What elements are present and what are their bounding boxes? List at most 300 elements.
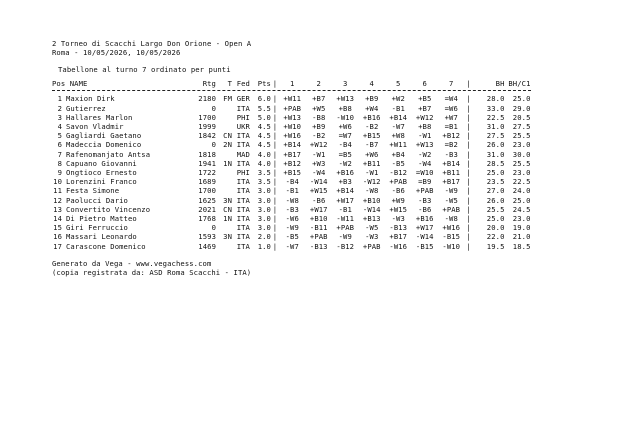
cell-round-5: -B5 xyxy=(391,158,405,168)
cell-separator: | xyxy=(272,241,278,251)
cell-pos: 2 xyxy=(57,103,62,113)
cell-round-5: +W8 xyxy=(391,131,405,141)
cell-round-3: -W11 xyxy=(336,214,355,224)
cell-round-4: -W3 xyxy=(365,232,379,242)
cell-separator: | xyxy=(272,149,278,159)
header-divider xyxy=(52,88,531,94)
cell-bhc1: 18.5 xyxy=(512,241,531,251)
cell-title: 1N xyxy=(223,158,232,168)
cell-round-3: +B8 xyxy=(338,103,352,113)
cell-bhc1: 30.0 xyxy=(512,149,531,159)
cell-round-6: -W2 xyxy=(418,149,432,159)
cell-rtg: 0 xyxy=(211,223,216,233)
cell-round-4: +W6 xyxy=(365,149,379,159)
cell-round-3: -W2 xyxy=(338,158,352,168)
cell-separator-2: | xyxy=(466,241,471,251)
cell-pos: 11 xyxy=(53,186,62,196)
cell-bh: 25.0 xyxy=(486,214,505,224)
dashed-rule xyxy=(52,90,531,91)
cell-round-3: +W17 xyxy=(336,195,355,205)
cell-separator-2: | xyxy=(466,158,471,168)
cell-bh: 25.5 xyxy=(486,204,505,214)
cell-separator: | xyxy=(272,177,278,187)
cell-round-7: -B3 xyxy=(444,149,458,159)
cell-round-4: +B10 xyxy=(362,195,381,205)
cell-round-3: +B3 xyxy=(338,177,352,187)
cell-pos: 5 xyxy=(57,131,62,141)
cell-pos: 6 xyxy=(57,140,62,150)
cell-separator: | xyxy=(272,140,278,150)
cell-separator: | xyxy=(272,232,278,242)
header-t: T xyxy=(227,79,232,89)
cell-rtg: 2180 xyxy=(198,94,216,104)
cell-bhc1: 25.0 xyxy=(512,94,531,104)
cell-round-7: -W8 xyxy=(444,214,458,224)
cell-round-6: +B7 xyxy=(418,103,432,113)
cell-title xyxy=(216,177,232,186)
cell-title: 3N xyxy=(223,195,232,205)
cell-title xyxy=(216,223,232,232)
cell-round-1: +B17 xyxy=(283,149,302,159)
cell-round-3: +W13 xyxy=(336,94,355,104)
cell-round-4: -W5 xyxy=(365,223,379,233)
cell-pos: 14 xyxy=(53,214,62,224)
cell-rtg: 1593 xyxy=(198,232,216,242)
cell-round-5: -W7 xyxy=(391,121,405,131)
cell-round-1: -W6 xyxy=(285,214,299,224)
cell-fed: ITA xyxy=(236,232,250,242)
cell-round-7: +W7 xyxy=(444,112,458,122)
cell-round-6: +B16 xyxy=(415,214,434,224)
cell-bhc1: 20.5 xyxy=(512,112,531,122)
cell-round-1: +B12 xyxy=(283,158,302,168)
cell-rtg: 1999 xyxy=(198,121,216,131)
cell-round-3: -W10 xyxy=(336,112,355,122)
cell-bhc1: 22.5 xyxy=(512,177,531,187)
cell-round-6: +B5 xyxy=(418,94,432,104)
cell-round-4: -W12 xyxy=(362,177,381,187)
cell-pos: 10 xyxy=(53,177,62,187)
cell-title xyxy=(216,113,232,122)
cell-round-6: +W17 xyxy=(415,223,434,233)
cell-round-6: +W12 xyxy=(415,112,434,122)
cell-round-3: +W6 xyxy=(338,121,352,131)
cell-separator-2: | xyxy=(466,186,471,196)
cell-round-1: -B3 xyxy=(285,204,299,214)
cell-fed: ITA xyxy=(236,195,250,205)
cell-round-1: -B5 xyxy=(285,232,299,242)
cell-round-3: -B1 xyxy=(338,204,352,214)
cell-name: Rafenomanjato Antsa xyxy=(66,149,151,159)
cell-round-5: +B14 xyxy=(389,112,408,122)
cell-bhc1: 29.0 xyxy=(512,103,531,113)
cell-bh: 20.0 xyxy=(486,223,505,233)
table-row xyxy=(52,131,531,140)
cell-round-2: +W5 xyxy=(312,103,326,113)
cell-round-1: +W11 xyxy=(283,94,302,104)
cell-fed: ITA xyxy=(236,158,250,168)
cell-round-7: -W9 xyxy=(444,186,458,196)
generator-note: Generato da Vega - www.vegachess.com xyxy=(52,258,212,268)
cell-name: Gutierrez xyxy=(66,103,106,113)
cell-pts: 1.0 xyxy=(257,241,271,251)
cell-title xyxy=(216,186,232,195)
header-pos-name: Pos NAME xyxy=(52,79,88,89)
cell-pos: 3 xyxy=(57,112,62,122)
cell-round-6: +W13 xyxy=(415,140,434,150)
cell-pts: 2.0 xyxy=(257,232,271,242)
cell-rtg: 0 xyxy=(211,140,216,150)
table-row xyxy=(52,94,531,103)
cell-name: Maxion Dirk xyxy=(66,94,115,104)
cell-pts: 3.0 xyxy=(257,214,271,224)
cell-round-6: =B9 xyxy=(418,177,432,187)
cell-name: Ongtioco Ernesto xyxy=(66,168,137,177)
cell-pos: 13 xyxy=(53,204,62,214)
cell-round-7: +B17 xyxy=(442,177,461,187)
cell-separator-2: | xyxy=(466,232,471,242)
cell-round-1: +W13 xyxy=(283,112,302,122)
cell-round-6: =W10 xyxy=(415,168,434,177)
cell-pos: 4 xyxy=(57,121,62,131)
cell-separator-2: | xyxy=(466,131,471,141)
cell-bhc1: 25.5 xyxy=(512,131,531,141)
cell-bh: 26.0 xyxy=(486,195,505,205)
cell-bh: 27.0 xyxy=(486,186,505,196)
cell-round-4: +B16 xyxy=(362,112,381,122)
cell-separator-2: | xyxy=(466,204,471,214)
cell-bh: 26.0 xyxy=(486,140,505,150)
cell-pts: 4.0 xyxy=(257,158,271,168)
cell-round-6: +PAB xyxy=(415,186,434,196)
header-bh: BH xyxy=(495,79,505,89)
cell-name: Di Pietro Matteo xyxy=(66,214,137,224)
cell-fed: UKR xyxy=(236,121,250,131)
cell-rtg: 0 xyxy=(211,103,216,113)
cell-separator-2: | xyxy=(466,214,471,224)
cell-round-7: +B14 xyxy=(442,158,461,168)
cell-title: CN xyxy=(223,131,232,141)
cell-round-7: =B2 xyxy=(444,140,458,150)
cell-round-1: -W7 xyxy=(285,241,299,251)
cell-round-6: -B3 xyxy=(418,195,432,205)
cell-pos: 7 xyxy=(57,149,62,159)
cell-round-7: +B12 xyxy=(442,131,461,141)
table-row xyxy=(52,150,531,159)
cell-title: 1N xyxy=(223,214,232,224)
standings-table xyxy=(52,79,531,251)
cell-separator: | xyxy=(272,121,278,131)
cell-separator-2: | xyxy=(466,168,471,177)
cell-round-1: +B15 xyxy=(283,168,302,177)
cell-round-4: -W14 xyxy=(362,204,381,214)
cell-round-1: -B1 xyxy=(285,186,299,196)
cell-title xyxy=(216,150,232,159)
cell-pos: 15 xyxy=(53,223,62,233)
cell-round-4: +B13 xyxy=(362,214,381,224)
cell-round-5: +PAB xyxy=(389,177,408,187)
cell-round-4: +B9 xyxy=(365,94,379,104)
header-round-2: 2 xyxy=(316,79,321,89)
cell-round-5: -W3 xyxy=(391,214,405,224)
cell-round-7: +PAB xyxy=(442,204,461,214)
cell-bhc1: 23.0 xyxy=(512,214,531,224)
cell-round-2: +B9 xyxy=(312,121,326,131)
cell-rtg: 1842 xyxy=(198,131,216,141)
cell-rtg: 1941 xyxy=(198,158,216,168)
cell-round-5: -B1 xyxy=(391,103,405,113)
cell-round-5: +W9 xyxy=(391,195,405,205)
cell-bhc1: 23.0 xyxy=(512,140,531,150)
cell-bhc1: 24.5 xyxy=(512,204,531,214)
cell-round-3: =B5 xyxy=(338,149,352,159)
cell-round-5: +W11 xyxy=(389,140,408,150)
cell-round-3: +B14 xyxy=(336,186,355,196)
cell-bhc1: 25.5 xyxy=(512,158,531,168)
cell-rtg: 1722 xyxy=(198,168,216,177)
table-row xyxy=(52,205,531,214)
cell-fed: ITA xyxy=(236,131,250,141)
header-round-5: 5 xyxy=(396,79,401,89)
cell-bh: 28.0 xyxy=(486,94,505,104)
cell-name: Massari Leonardo xyxy=(66,232,137,242)
cell-fed: ITA xyxy=(236,140,250,150)
cell-name: Festa Simone xyxy=(66,186,120,196)
cell-pos: 1 xyxy=(57,94,62,104)
cell-name: Gagliardi Gaetano xyxy=(66,131,142,141)
cell-pts: 3.5 xyxy=(257,168,271,177)
license-note: (copia registrata da: ASD Roma Scacchi - ITA) xyxy=(52,268,252,278)
cell-round-7: =B1 xyxy=(444,121,458,131)
cell-separator-2: | xyxy=(466,94,471,104)
cell-separator: | xyxy=(272,168,278,177)
cell-pts: 4.0 xyxy=(257,149,271,159)
cell-round-1: +B14 xyxy=(283,140,302,150)
cell-name: Madeccia Domenico xyxy=(66,140,142,150)
header-round-4: 4 xyxy=(369,79,374,89)
cell-pos: 8 xyxy=(57,158,62,168)
cell-rtg: 1469 xyxy=(198,241,216,251)
cell-separator-2: | xyxy=(466,103,471,113)
cell-round-2: +W15 xyxy=(309,186,328,196)
cell-round-4: +B11 xyxy=(362,158,381,168)
cell-fed: PHI xyxy=(236,168,250,177)
cell-round-1: +W16 xyxy=(283,131,302,141)
cell-fed: ITA xyxy=(236,223,250,233)
cell-round-5: +B17 xyxy=(389,232,408,242)
cell-pts: 3.0 xyxy=(257,195,271,205)
standings-subtitle: Tabellone al turno 7 ordinato per punti xyxy=(58,64,231,74)
cell-fed: ITA xyxy=(236,241,250,251)
cell-round-4: +PAB xyxy=(362,241,381,251)
cell-fed: MAD xyxy=(236,149,250,159)
cell-pos: 12 xyxy=(53,195,62,205)
cell-rtg: 1689 xyxy=(198,177,216,187)
cell-rtg: 1625 xyxy=(198,195,216,205)
cell-round-2: -B2 xyxy=(312,131,326,141)
header-separator: | xyxy=(272,79,278,89)
cell-round-6: +B8 xyxy=(418,121,432,131)
cell-fed: ITA xyxy=(236,214,250,224)
cell-round-7: -B15 xyxy=(442,232,461,242)
cell-round-5: +W2 xyxy=(391,94,405,104)
cell-round-2: -B6 xyxy=(312,195,326,205)
cell-round-2: +PAB xyxy=(309,232,328,242)
cell-pts: 5.5 xyxy=(257,103,271,113)
cell-round-2: -W4 xyxy=(312,168,326,177)
cell-bhc1: 27.5 xyxy=(512,121,531,131)
cell-round-2: -B13 xyxy=(309,241,328,251)
cell-title xyxy=(216,242,232,251)
cell-separator-2: | xyxy=(466,195,471,205)
cell-round-4: -B7 xyxy=(365,140,379,150)
table-row xyxy=(52,168,531,177)
cell-rtg: 1818 xyxy=(198,149,216,159)
table-row xyxy=(52,113,531,122)
cell-round-3: +PAB xyxy=(336,223,355,233)
cell-pts: 3.0 xyxy=(257,186,271,196)
cell-fed: ITA xyxy=(236,103,250,113)
cell-name: Hallares Marlon xyxy=(66,112,133,122)
cell-separator-2: | xyxy=(466,223,471,233)
cell-bh: 23.5 xyxy=(486,177,505,187)
table-row xyxy=(52,177,531,186)
cell-separator: | xyxy=(272,103,278,113)
cell-round-6: -W4 xyxy=(418,158,432,168)
cell-separator: | xyxy=(272,158,278,168)
cell-bh: 22.0 xyxy=(486,232,505,242)
header-rtg: Rtg xyxy=(202,79,216,89)
cell-title: 2N xyxy=(223,140,232,150)
cell-round-4: +W4 xyxy=(365,103,379,113)
cell-pts: 4.5 xyxy=(257,131,271,141)
cell-round-2: -B8 xyxy=(312,112,326,122)
cell-round-5: -B13 xyxy=(389,223,408,233)
cell-bh: 31.0 xyxy=(486,149,505,159)
cell-name: Giri Ferruccio xyxy=(66,223,128,233)
cell-separator: | xyxy=(272,195,278,205)
cell-pos: 16 xyxy=(53,232,62,242)
header-round-1: 1 xyxy=(290,79,295,89)
cell-separator: | xyxy=(272,186,278,196)
cell-separator: | xyxy=(272,94,278,104)
cell-separator-2: | xyxy=(466,140,471,150)
cell-round-5: +W15 xyxy=(389,204,408,214)
cell-round-7: =W4 xyxy=(444,94,458,104)
cell-separator: | xyxy=(272,131,278,141)
cell-round-2: -W1 xyxy=(312,149,326,159)
cell-bhc1: 25.0 xyxy=(512,195,531,205)
cell-pts: 3.0 xyxy=(257,204,271,214)
cell-round-2: -B11 xyxy=(309,223,328,233)
cell-separator: | xyxy=(272,214,278,224)
cell-pts: 5.0 xyxy=(257,112,271,122)
standings-header-row xyxy=(52,79,531,88)
cell-round-7: +W16 xyxy=(442,223,461,233)
cell-title xyxy=(216,168,232,177)
cell-pos: 17 xyxy=(53,241,62,251)
cell-round-1: -B4 xyxy=(285,177,299,187)
cell-name: Carascone Domenico xyxy=(66,241,146,251)
cell-round-1: +W10 xyxy=(283,121,302,131)
cell-name: Paolucci Dario xyxy=(66,195,128,205)
table-row xyxy=(52,214,531,223)
table-row xyxy=(52,104,531,113)
cell-bh: 27.5 xyxy=(486,131,505,141)
cell-fed: ITA xyxy=(236,177,250,187)
table-row xyxy=(52,159,531,168)
cell-round-5: -W16 xyxy=(389,241,408,251)
cell-pts: 6.0 xyxy=(257,94,271,104)
cell-name: Capuano Giovanni xyxy=(66,158,137,168)
cell-title: FM xyxy=(223,94,232,104)
table-row xyxy=(52,232,531,241)
table-row xyxy=(52,223,531,232)
cell-round-1: -W8 xyxy=(285,195,299,205)
tournament-title: 2 Torneo di Scacchi Largo Don Orione - Open A xyxy=(52,39,252,48)
cell-round-7: =W6 xyxy=(444,103,458,113)
cell-round-1: -W9 xyxy=(285,223,299,233)
cell-pts: 3.0 xyxy=(257,223,271,233)
cell-pts: 4.5 xyxy=(257,121,271,131)
cell-separator-2: | xyxy=(466,177,471,187)
cell-title: CN xyxy=(223,204,232,214)
table-row xyxy=(52,186,531,195)
cell-round-2: +B7 xyxy=(312,94,326,104)
cell-bhc1: 19.0 xyxy=(512,223,531,233)
cell-fed: GER xyxy=(236,94,250,104)
cell-round-2: +W3 xyxy=(312,158,326,168)
cell-round-3: =W7 xyxy=(338,131,352,141)
cell-round-3: -B4 xyxy=(338,140,352,150)
header-pts: Pts xyxy=(257,79,271,89)
cell-round-6: -B6 xyxy=(418,204,432,214)
cell-round-1: +PAB xyxy=(283,103,302,113)
cell-pts: 3.5 xyxy=(257,177,271,187)
cell-bhc1: 23.0 xyxy=(512,168,531,177)
cell-round-4: -W8 xyxy=(365,186,379,196)
cell-separator: | xyxy=(272,112,278,122)
cell-fed: PHI xyxy=(236,112,250,122)
cell-round-2: +B10 xyxy=(309,214,328,224)
table-row xyxy=(52,122,531,131)
cell-bh: 28.5 xyxy=(486,158,505,168)
document-page xyxy=(52,39,531,278)
table-row xyxy=(52,196,531,205)
cell-rtg: 1700 xyxy=(198,112,216,122)
cell-separator: | xyxy=(272,223,278,233)
cell-round-2: -W14 xyxy=(309,177,328,187)
cell-round-6: -W14 xyxy=(415,232,434,242)
cell-bh: 22.5 xyxy=(486,112,505,122)
cell-bh: 25.0 xyxy=(486,168,505,177)
cell-separator-2: | xyxy=(466,121,471,131)
header-round-6: 6 xyxy=(422,79,427,89)
table-row xyxy=(52,242,531,251)
cell-fed: ITA xyxy=(236,204,250,214)
cell-rtg: 2021 xyxy=(198,204,216,214)
header-round-3: 3 xyxy=(343,79,348,89)
standings-body xyxy=(52,94,531,250)
header-round-7: 7 xyxy=(449,79,454,89)
cell-bh: 31.0 xyxy=(486,121,505,131)
cell-rtg: 1768 xyxy=(198,214,216,224)
cell-round-2: +W12 xyxy=(309,140,328,150)
cell-title xyxy=(216,104,232,113)
header-bhc1: BH/C1 xyxy=(508,79,531,89)
header-separator-2: | xyxy=(466,79,471,89)
cell-rtg: 1700 xyxy=(198,186,216,196)
